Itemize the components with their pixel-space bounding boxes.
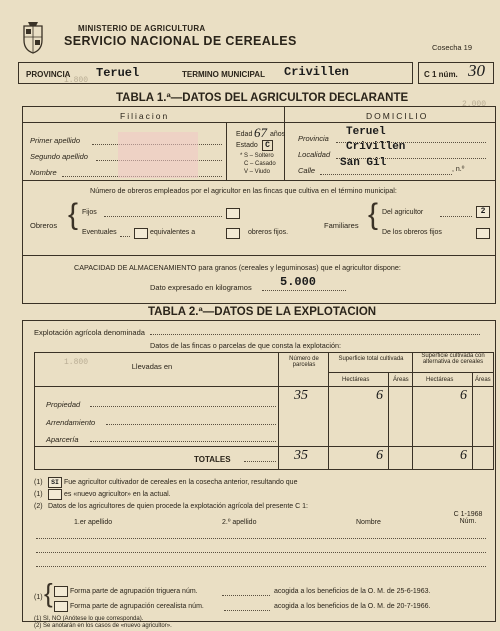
status-key-c: C – Casado [244,161,276,167]
workers-question: Número de obreros empleados por el agricultor en las fincas que cultiva en el término municipal: [90,186,397,195]
group1-checkbox[interactable] [54,586,68,597]
age-value: 67 [254,125,267,140]
second-surname-label: Segundo apellido [30,152,88,161]
row-propiedad-label: Propiedad [46,400,81,409]
name-label: Nombre [30,168,57,177]
areas-2: Áreas [475,377,491,383]
col-superficie: Superficie total cultivada [338,356,404,362]
row-propiedad-ha-total: 6 [376,388,383,403]
note1-text: Fue agricultor cultivador de cereales en la cosecha anterior, resultando que [64,479,298,486]
brace-obreros: { [68,198,79,231]
group-number: (1) [34,594,43,601]
row-arrendamiento-label: Arrendamiento [46,418,96,427]
redacted-area [118,132,198,178]
status-key-v: V – Viudo [244,169,270,175]
note2-checkbox[interactable] [48,489,62,500]
note1-mark[interactable]: SI [48,477,62,488]
group2-checkbox[interactable] [54,601,68,612]
form-number-value: 30 [468,61,485,80]
faint-stamp: 1.800 [64,358,89,367]
obreros-label: Obreros [30,221,58,230]
age-unit: años [270,131,286,138]
domicilio-header: DOMICILIO [366,111,429,121]
areas-1: Áreas [393,377,409,383]
col-parcelas: Número de parcelas [289,356,319,368]
group2-tail: acogida a los beneficios de la O. M. de 20-7-1966. [274,603,431,610]
col-c1: C 1-1968 Núm. [453,511,483,525]
del-agricultor-label: Del agricultor [382,209,424,216]
eventuales-label: Eventuales [82,229,117,236]
storage-title: CAPACIDAD DE ALMACENAMIENTO para granos (cereales y leguminosas) que el agricultor dispone: [74,263,401,272]
group1-tail: acogida a los beneficios de la O. M. de 25-6-1963. [274,588,431,595]
age-label: Edad [236,131,253,138]
ministry-title: MINISTERIO DE AGRICULTURA [78,24,206,33]
equivalentes-checkbox[interactable] [226,228,240,239]
col-llevadas: Llevadas en [131,362,173,371]
form-number-label: C 1 núm. [424,70,458,79]
dom-locality-label: Localidad [298,150,331,159]
note1-number: (1) [34,479,43,486]
del-agricultor-value[interactable]: 2 [476,206,490,218]
dom-locality-value: Crivillen [346,141,406,153]
equivalentes-label: equivalentes a [150,229,196,236]
row-propiedad-parcelas: 35 [294,388,308,403]
group1-label: Forma parte de agrupación triguera núm. [70,588,198,595]
eventuales-checkbox[interactable] [134,228,148,239]
municipality-value: Crivillen [284,65,349,79]
hectareas-1: Hectáreas [342,377,370,383]
row-propiedad-ha-alt: 6 [460,388,467,403]
col-first-surname: 1.er apellido [74,519,113,526]
first-surname-label: Primer apellido [30,136,81,145]
status-value: C [262,140,273,151]
note3-text: Datos de los agricultores de quien procede la explotación agrícola del presente C 1: [48,503,308,510]
footnote-2: (2) Se anotarán en los casos de «nuevo agricultor». [34,623,172,629]
harvest-label: Cosecha 19 [432,43,473,52]
totals-label: TOTALES [194,455,231,464]
totals-parcelas: 35 [294,448,308,463]
dom-street-label: Calle [298,166,316,175]
province-label: PROVINCIA [26,70,71,79]
note3-number: (2) [34,503,43,510]
storage-label: Dato expresado en kilogramos [150,283,252,292]
dom-street-value: San Gil [340,157,387,169]
status-key-s: * S – Soltero [240,153,274,159]
filiacion-header: Filiacion [120,111,170,121]
familiares-label: Familiares [324,221,359,230]
note2-text: es «nuevo agricultor» en la actual. [64,491,171,498]
parcels-caption: Datos de las fincas o parcelas de que consta la explotación: [150,341,341,350]
table2-title: TABLA 2.ª—DATOS DE LA EXPLOTACION [148,306,377,318]
fijos-checkbox[interactable] [226,208,240,219]
footnote-1: (1) SI, NO (Anótese lo que corresponda). [34,616,144,622]
municipality-label: TERMINO MUNICIPAL [182,70,265,79]
note2-number: (1) [34,491,43,498]
brace-groups: { [44,578,53,608]
dom-province-value: Teruel [346,126,386,138]
storage-value: 5.000 [280,275,317,289]
de-los-obreros-fijos-label: De los obreros fijos [382,229,442,236]
exploitation-label: Explotación agrícola denominada [34,328,145,337]
col-nombre: Nombre [356,519,381,526]
totals-ha-alt: 6 [460,448,467,463]
row-aparceria-label: Aparcería [46,435,79,444]
fijos-label: Fijos [82,209,97,216]
totals-ha-total: 6 [376,448,383,463]
faint-stamp: 1.800 [64,76,89,85]
col-second-surname: 2.º apellido [222,519,257,526]
hectareas-2: Hectáreas [426,377,454,383]
faint-stamp: 2.000 [462,100,487,109]
status-label: Estado [236,142,258,149]
table1-title: TABLA 1.ª—DATOS DEL AGRICULTOR DECLARANTE [116,92,409,104]
province-value: Teruel [96,66,140,80]
service-title: SERVICIO NACIONAL DE CEREALES [64,34,297,48]
dom-number-label: , n.º [452,166,465,173]
group2-label: Forma parte de agrupación cerealista núm. [70,603,204,610]
dom-province-label: Provincia [298,134,329,143]
parcels-grid [34,352,494,470]
col-alternativa: Superficie cultivada con alternativa de cereales [421,353,485,365]
obreros-fijos-label: obreros fijos. [248,229,289,236]
de-los-obreros-fijos-checkbox[interactable] [476,228,490,239]
brace-familiares: { [368,198,379,231]
coat-of-arms-icon [20,20,46,54]
